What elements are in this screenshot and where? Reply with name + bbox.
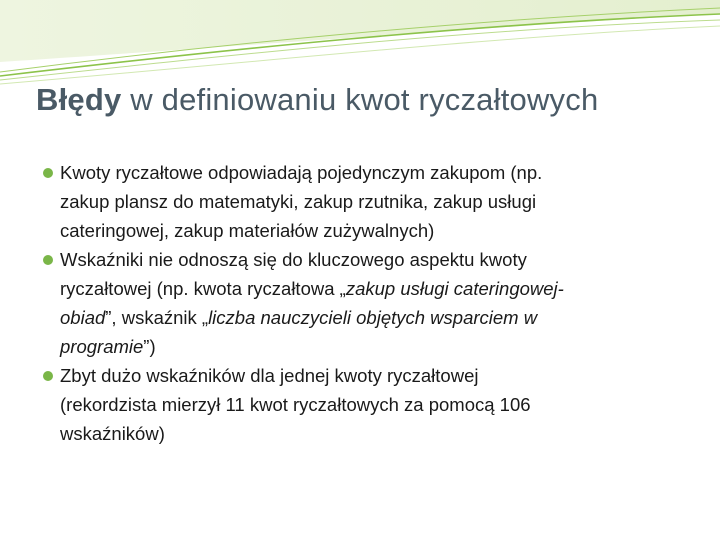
bullet-dot-icon bbox=[43, 168, 53, 178]
text-span: ”) bbox=[143, 336, 156, 357]
text-line: Wskaźniki nie odnoszą się do kluczowego aspektu kwoty bbox=[60, 249, 527, 270]
title-rest: w definiowaniu kwot ryczałtowych bbox=[121, 82, 599, 117]
italic-span: obiad bbox=[60, 307, 106, 328]
text-span: ”, wskaźnik „ bbox=[105, 307, 209, 328]
text-span: ryczałtowej (np. kwota ryczałtowa „ bbox=[60, 278, 346, 299]
bullet-item bbox=[42, 361, 682, 448]
text-line bbox=[60, 303, 682, 332]
slide-title bbox=[36, 82, 696, 118]
bullet-item bbox=[42, 245, 682, 361]
text-line bbox=[60, 274, 682, 303]
bullet-list bbox=[42, 158, 682, 448]
text-line: Zbyt dużo wskaźników dla jednej kwoty ryczałtowej bbox=[60, 365, 479, 386]
bullet-dot-icon bbox=[43, 255, 53, 265]
header-decoration bbox=[0, 0, 720, 90]
text-line: zakup plansz do matematyki, zakup rzutnika, zakup usługi bbox=[60, 191, 537, 212]
italic-span: liczba nauczycieli objętych wsparciem w bbox=[208, 307, 538, 328]
title-bold: Błędy bbox=[36, 82, 122, 117]
text-line: (rekordzista mierzył 11 kwot ryczałtowych za pomocą 106 bbox=[60, 394, 531, 415]
bullet-dot-icon bbox=[43, 371, 53, 381]
italic-span: zakup usługi cateringowej- bbox=[345, 278, 564, 299]
italic-span: programie bbox=[60, 336, 144, 357]
text-line bbox=[60, 332, 682, 361]
text-line: Kwoty ryczałtowe odpowiadają pojedynczym zakupom (np. bbox=[60, 162, 543, 183]
bullet-item bbox=[42, 158, 682, 245]
text-line: cateringowej, zakup materiałów zużywalnych) bbox=[60, 220, 435, 241]
text-line: wskaźników) bbox=[60, 423, 165, 444]
